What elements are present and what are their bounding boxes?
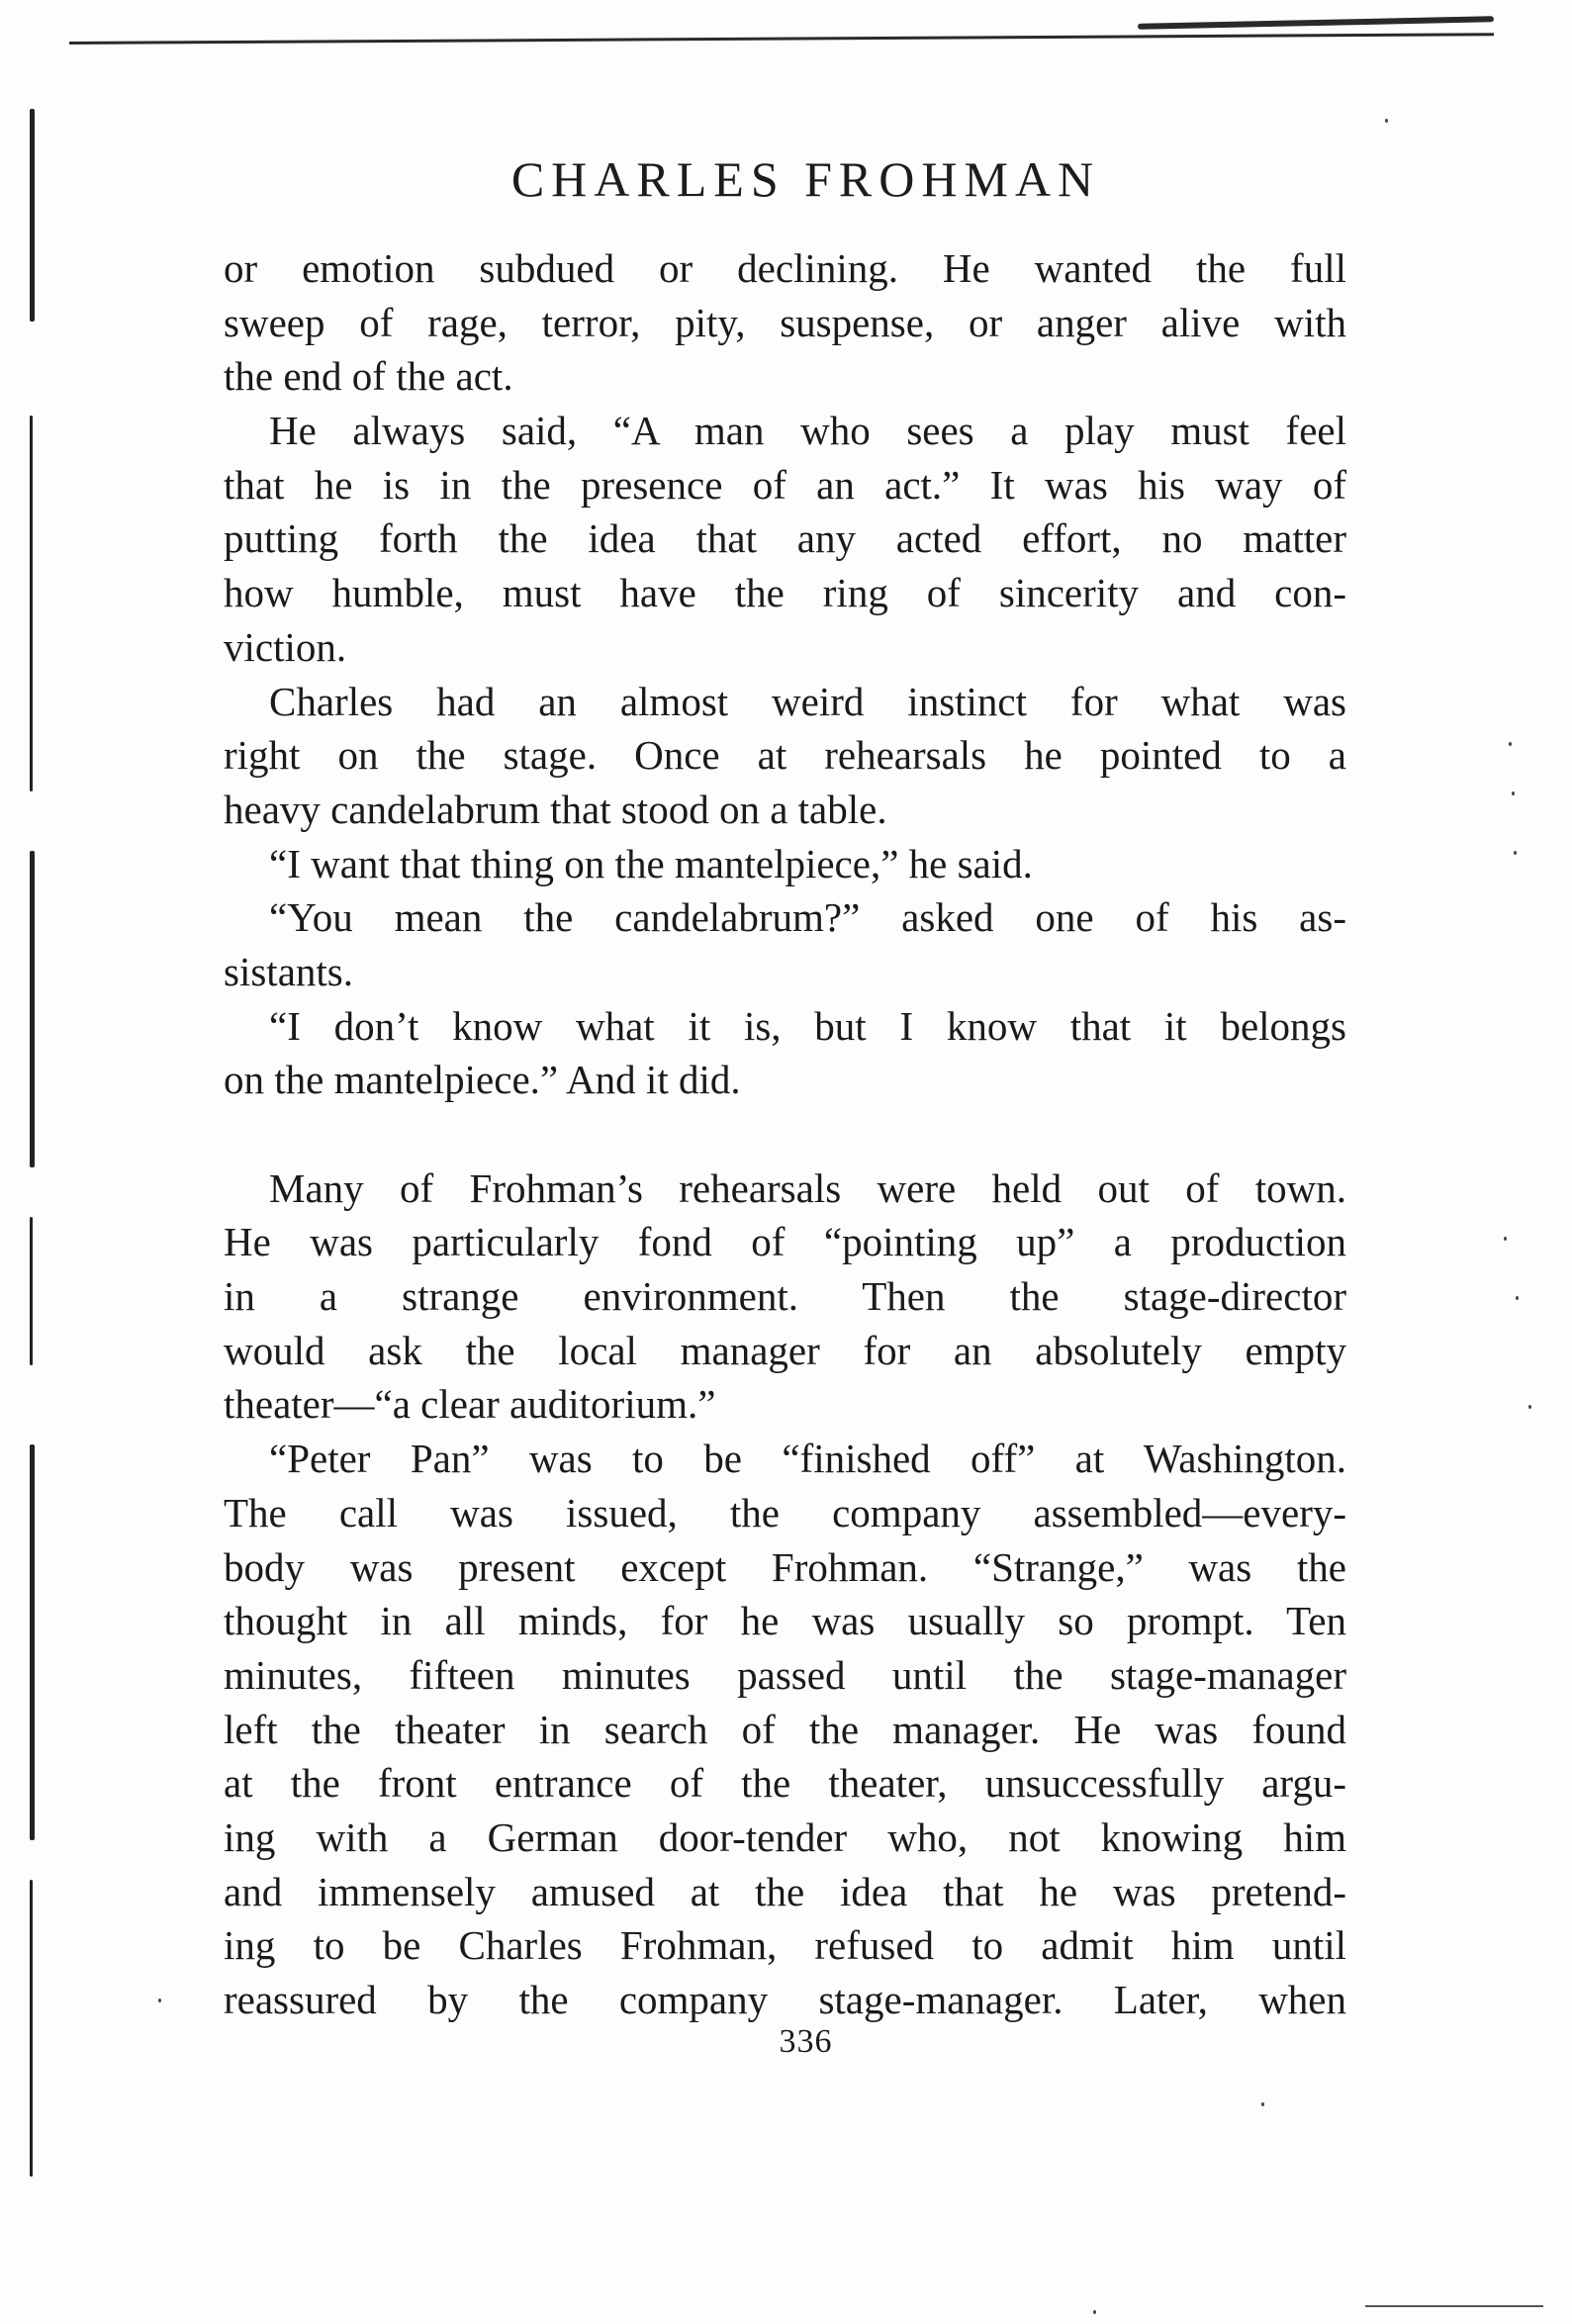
text-line: “You mean the candelabrum?” asked one of his as- (269, 894, 1346, 941)
text-line: body was present except Frohman. “Strange,” was the (224, 1543, 1346, 1590)
scan-speck (1512, 791, 1515, 795)
text-line: at the front entrance of the theater, unsuccessfully argu- (224, 1760, 1346, 1807)
text-line: Many of Frohman’s rehearsals were held out of town. (269, 1164, 1346, 1211)
text-line: sistants. (224, 948, 353, 994)
text-line: thought in all minds, for he was usually so prompt. Ten (224, 1598, 1346, 1644)
text-line: The call was issued, the company assembled—every- (224, 1489, 1346, 1535)
scan-speck (1093, 2310, 1096, 2314)
scan-speck (158, 1999, 161, 2002)
text-line: “I want that thing on the mantelpiece,” he said. (269, 840, 1033, 886)
text-line: He was particularly fond of “pointing up” a production (224, 1219, 1346, 1265)
scan-bottom-rule (1365, 2305, 1543, 2307)
scan-speck (1261, 2102, 1264, 2106)
text-line: reassured by the company stage-manager. Later, when (224, 1977, 1346, 2022)
text-line: right on the stage. Once at rehearsals he pointed to a (224, 732, 1346, 779)
text-line: and immensely amused at the idea that he was pretend- (224, 1868, 1346, 1914)
text-line: in a strange environment. Then the stage-director (224, 1273, 1346, 1320)
text-line: ing to be Charles Frohman, refused to admit him until (224, 1922, 1346, 1969)
scan-left-edge-mark (30, 109, 35, 322)
scan-left-edge-mark (30, 851, 35, 1167)
scan-speck (1385, 119, 1388, 123)
scan-left-edge-mark (30, 416, 33, 791)
scan-left-edge-mark (30, 1217, 33, 1365)
text-line: theater—“a clear auditorium.” (224, 1381, 716, 1428)
text-line: would ask the local manager for an absolutely empty (224, 1327, 1346, 1373)
text-line: left the theater in search of the manager. He was found (224, 1706, 1346, 1752)
text-line: putting forth the idea that any acted effort, no matter (224, 515, 1346, 562)
scan-speck (1516, 1296, 1519, 1300)
section-break (224, 1107, 1346, 1162)
text-line: He always said, “A man who sees a play must feel (269, 408, 1346, 454)
scan-top-rule-heavy (1138, 16, 1494, 30)
text-line: ing with a German door-tender who, not knowing him (224, 1813, 1346, 1860)
text-line: Charles had an almost weird instinct for what was (269, 678, 1346, 724)
scan-top-rule (69, 33, 1494, 45)
text-line: that he is in the presence of an act.” It was his way of (224, 461, 1346, 508)
text-line: the end of the act. (224, 353, 513, 400)
text-line: “Peter Pan” was to be “finished off” at Washington. (269, 1436, 1346, 1482)
text-line: sweep of rage, terror, pity, suspense, or anger alive with (224, 299, 1346, 345)
text-line: viction. (224, 623, 347, 670)
text-line: heavy candelabrum that stood on a table. (224, 786, 887, 832)
scan-speck (1528, 1405, 1531, 1409)
text-line: “I don’t know what it is, but I know that it belongs (269, 1002, 1346, 1049)
scan-left-edge-mark (30, 1444, 35, 1840)
scan-speck (1509, 742, 1512, 746)
text-line: on the mantelpiece.” And it did. (224, 1057, 741, 1103)
page-number: 336 (779, 2023, 833, 2060)
body-text (224, 241, 1346, 2027)
text-line: how humble, must have the ring of sincerity and con- (224, 570, 1346, 616)
running-head: CHARLES FROHMAN (510, 151, 1101, 207)
text-line: or emotion subdued or declining. He wanted the full (224, 245, 1346, 291)
scan-speck (1514, 851, 1517, 855)
text-line: minutes, fifteen minutes passed until the stage-manager (224, 1651, 1346, 1698)
scan-speck (1504, 1237, 1507, 1241)
